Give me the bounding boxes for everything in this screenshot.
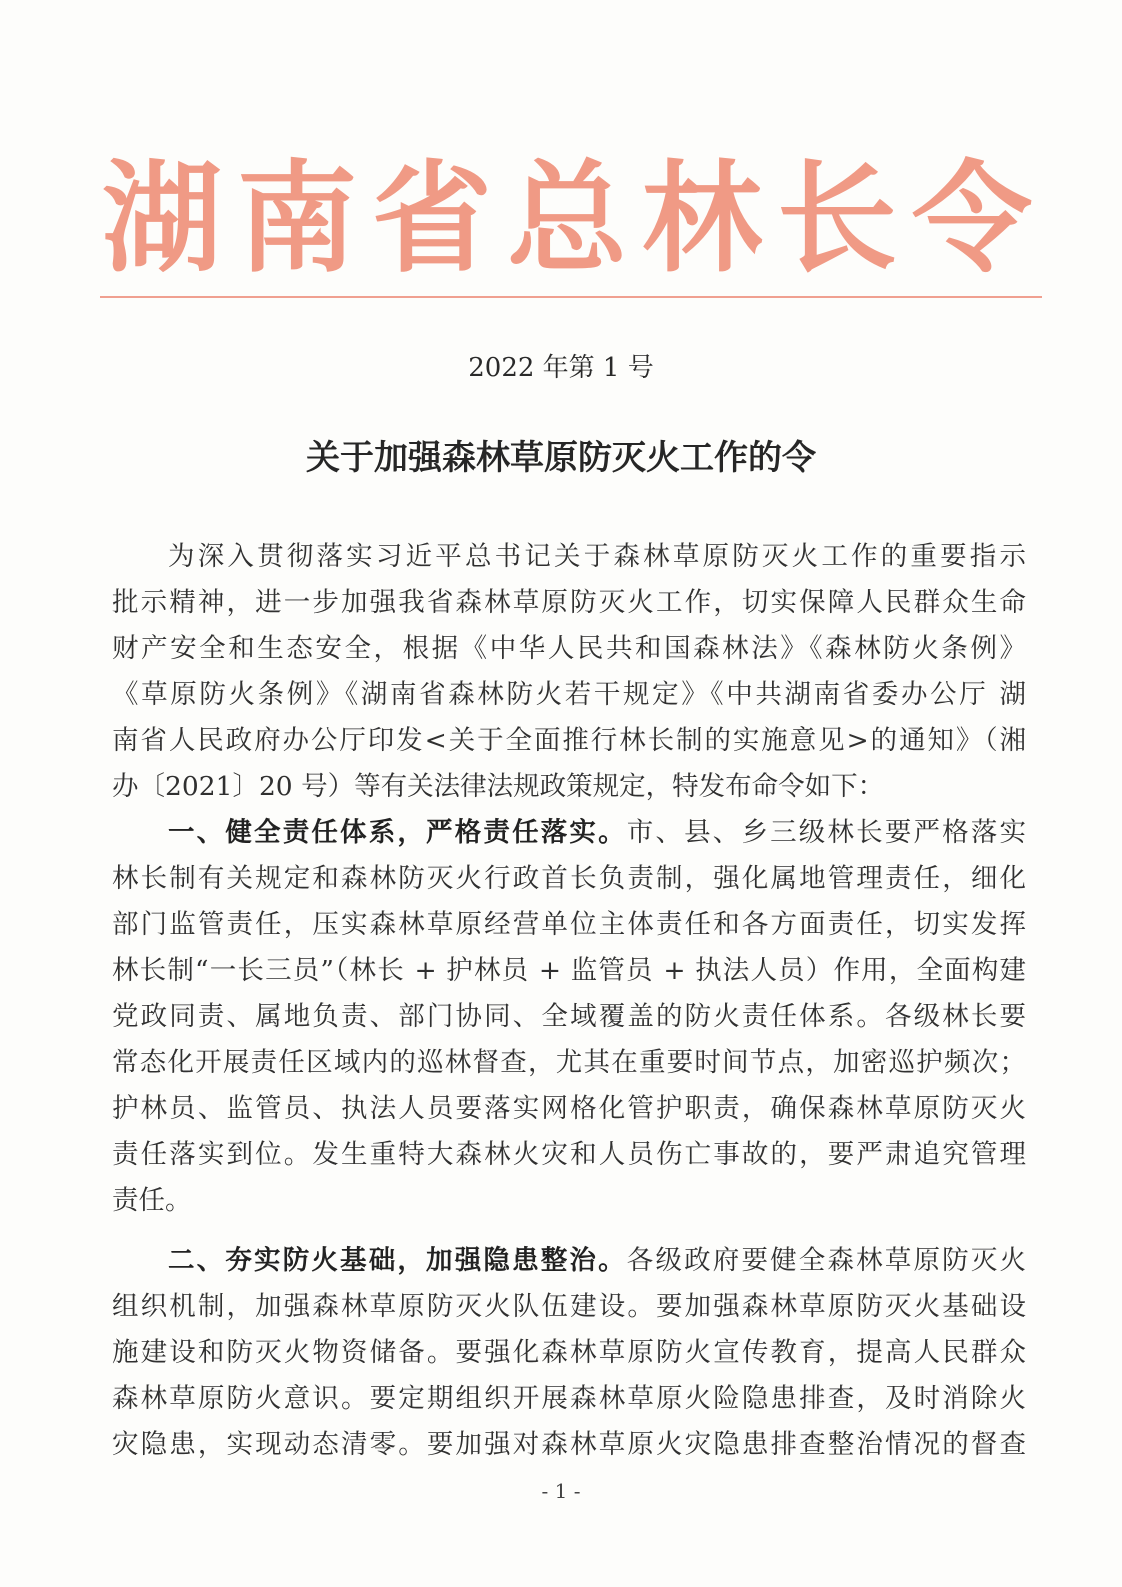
body-line: 部门监管责任，压实森林草原经营单位主体责任和各方面责任，切实发挥 xyxy=(112,909,1026,940)
body-line: 批示精神，进一步加强我省森林草原防灭火工作，切实保障人民群众生命 xyxy=(112,587,1026,618)
body-line: 施建设和防灭火物资储备。要强化森林草原防火宣传教育，提高人民群众 xyxy=(112,1337,1026,1368)
document-body xyxy=(112,534,1026,1468)
section-2-heading: 二、夯实防火基础，加强隐患整治。 xyxy=(168,1245,627,1276)
page-number: - 1 - xyxy=(541,1479,581,1503)
body-line: 常态化开展责任区域内的巡林督查，尤其在重要时间节点，加密巡护频次； xyxy=(112,1047,1026,1078)
body-line: 责任。 xyxy=(112,1185,192,1216)
body-line: 护林员、监管员、执法人员要落实网格化管护职责，确保森林草原防灭火 xyxy=(112,1093,1026,1124)
body-line: 组织机制，加强森林草原防灭火队伍建设。要加强森林草原防灭火基础设 xyxy=(112,1291,1026,1322)
body-line: 责任落实到位。发生重特大森林火灾和人员伤亡事故的，要严肃追究管理 xyxy=(112,1139,1026,1170)
masthead-char: 湖 xyxy=(102,150,222,289)
body-line: 《草原防火条例》《湖南省森林防火若干规定》《中共湖南省委办公厅 湖 xyxy=(112,679,1026,710)
body-line: 办〔2021〕20 号）等有关法律法规政策规定，特发布命令如下： xyxy=(112,771,885,802)
masthead-title xyxy=(102,150,1032,290)
section-2-first-line xyxy=(112,1238,1026,1284)
body-line: 森林草原防火意识。要定期组织开展森林草原火险隐患排查，及时消除火 xyxy=(112,1383,1026,1414)
body-line: 林长制“一长三员”（林长 + 护林员 + 监管员 + 执法人员）作用，全面构建 xyxy=(112,955,1026,986)
section-1-first-line-text: 市、县、乡三级林长要严格落实 xyxy=(626,817,1026,848)
issue-number: 2022 年第 1 号 xyxy=(468,353,654,383)
body-line: 灾隐患，实现动态清零。要加强对森林草原火灾隐患排查整治情况的督查 xyxy=(112,1429,1026,1460)
body-line: 林长制有关规定和森林防灭火行政首长负责制，强化属地管理责任，细化 xyxy=(112,863,1026,894)
masthead-char: 令 xyxy=(912,150,1032,289)
document-title: 关于加强森林草原防灭火工作的令 xyxy=(306,438,816,478)
section-2-first-line-text: 各级政府要健全森林草原防灭火 xyxy=(626,1245,1026,1276)
masthead-char: 林 xyxy=(642,150,762,289)
body-line: 党政同责、属地负责、部门协同、全域覆盖的防火责任体系。各级林长要 xyxy=(112,1001,1026,1032)
masthead-char: 长 xyxy=(777,150,897,289)
body-line: 南省人民政府办公厅印发<关于全面推行林长制的实施意见>的通知》（湘 xyxy=(112,725,1026,756)
section-1-first-line xyxy=(112,810,1026,856)
masthead-char: 南 xyxy=(237,150,357,289)
masthead-char: 省 xyxy=(372,150,492,289)
body-line: 财产安全和生态安全，根据《中华人民共和国森林法》《森林防火条例》 xyxy=(112,633,1026,664)
masthead-char: 总 xyxy=(507,150,627,289)
section-1-heading: 一、健全责任体系，严格责任落实。 xyxy=(168,817,627,848)
masthead-divider xyxy=(100,296,1042,298)
body-line: 为深入贯彻落实习近平总书记关于森林草原防灭火工作的重要指示 xyxy=(168,541,1026,572)
